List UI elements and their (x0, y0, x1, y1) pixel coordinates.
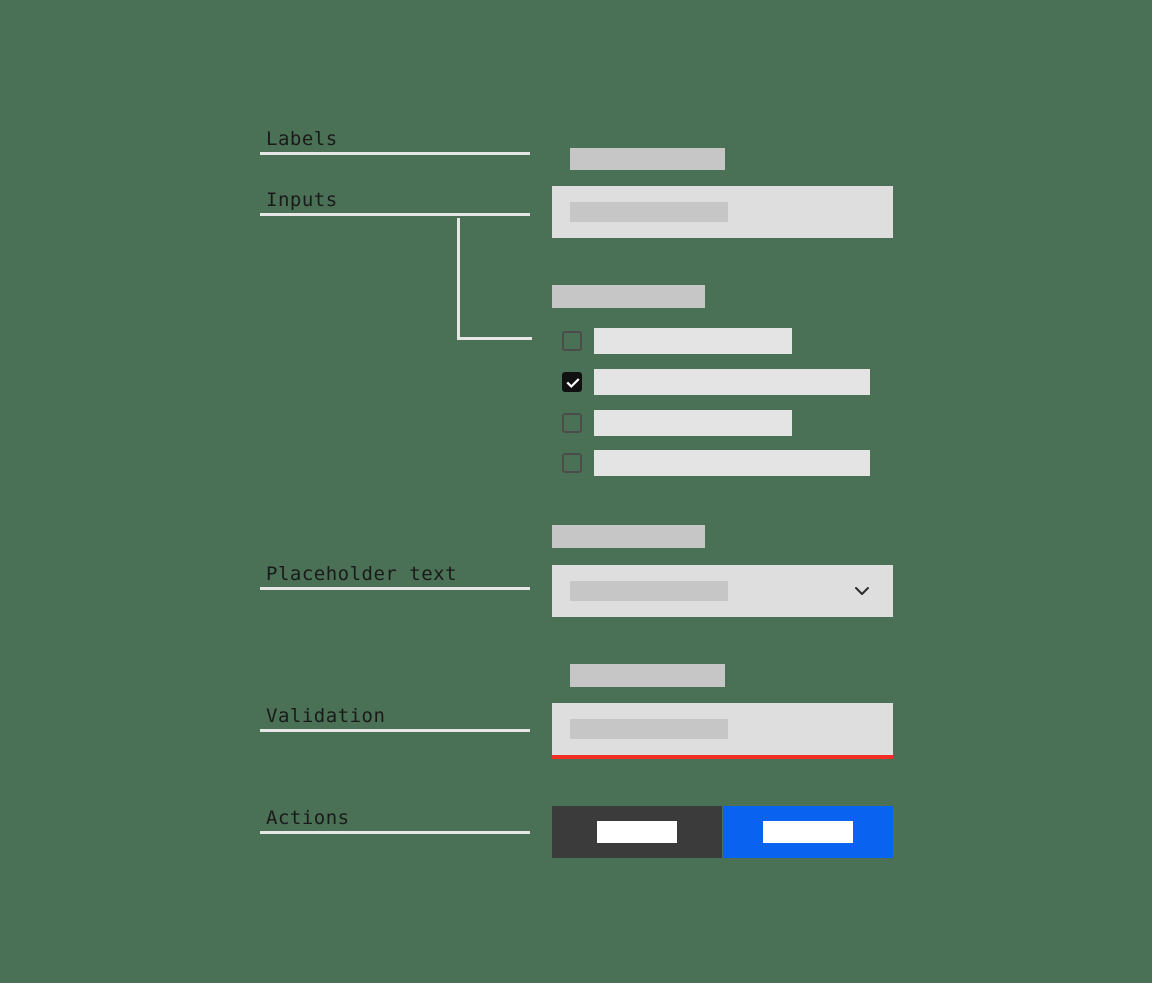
submit-button-label-skeleton (763, 821, 853, 843)
annotation-rule (260, 587, 530, 590)
checkbox-option-2-label-skeleton (594, 369, 870, 395)
select-input[interactable] (552, 565, 893, 617)
validated-field-label-skeleton (570, 664, 725, 687)
annotation-validation-text: Validation (266, 705, 386, 727)
annotation-rule (260, 729, 530, 732)
annotation-labels (260, 128, 530, 155)
cancel-button[interactable] (552, 806, 722, 858)
annotation-labels-text: Labels (266, 128, 338, 150)
select-label-skeleton (552, 525, 705, 548)
checkbox-option-1-label-skeleton (594, 328, 792, 354)
input-placeholder-skeleton (570, 202, 728, 222)
annotation-actions-text: Actions (266, 807, 350, 829)
checkbox-option-1[interactable] (562, 331, 582, 351)
checkbox-option-3[interactable] (562, 413, 582, 433)
checkbox-option-4-label-skeleton (594, 450, 870, 476)
annotation-placeholder (260, 563, 530, 590)
annotation-rule (260, 831, 530, 834)
checkbox-option-4[interactable] (562, 453, 582, 473)
text-input[interactable] (552, 186, 893, 238)
submit-button[interactable] (723, 806, 893, 858)
annotation-rule (260, 152, 530, 155)
input-placeholder-skeleton (570, 719, 728, 739)
checkbox-option-2[interactable] (562, 372, 582, 392)
annotation-actions (260, 807, 530, 834)
annotation-placeholder-text: Placeholder text (266, 563, 458, 585)
connector-line-vertical (457, 218, 460, 340)
select-placeholder-skeleton (570, 581, 728, 601)
connector-line-horizontal (457, 337, 532, 340)
chevron-down-icon[interactable] (853, 582, 871, 600)
cancel-button-label-skeleton (597, 821, 677, 843)
validation-error-underline (552, 755, 893, 759)
checkbox-option-3-label-skeleton (594, 410, 792, 436)
annotation-validation (260, 705, 530, 732)
annotation-inputs-text: Inputs (266, 189, 338, 211)
annotation-inputs (260, 189, 530, 216)
validated-text-input[interactable] (552, 703, 893, 755)
checkbox-group-label-skeleton (552, 285, 705, 308)
annotation-rule (260, 213, 530, 216)
field-label-skeleton (570, 148, 725, 170)
